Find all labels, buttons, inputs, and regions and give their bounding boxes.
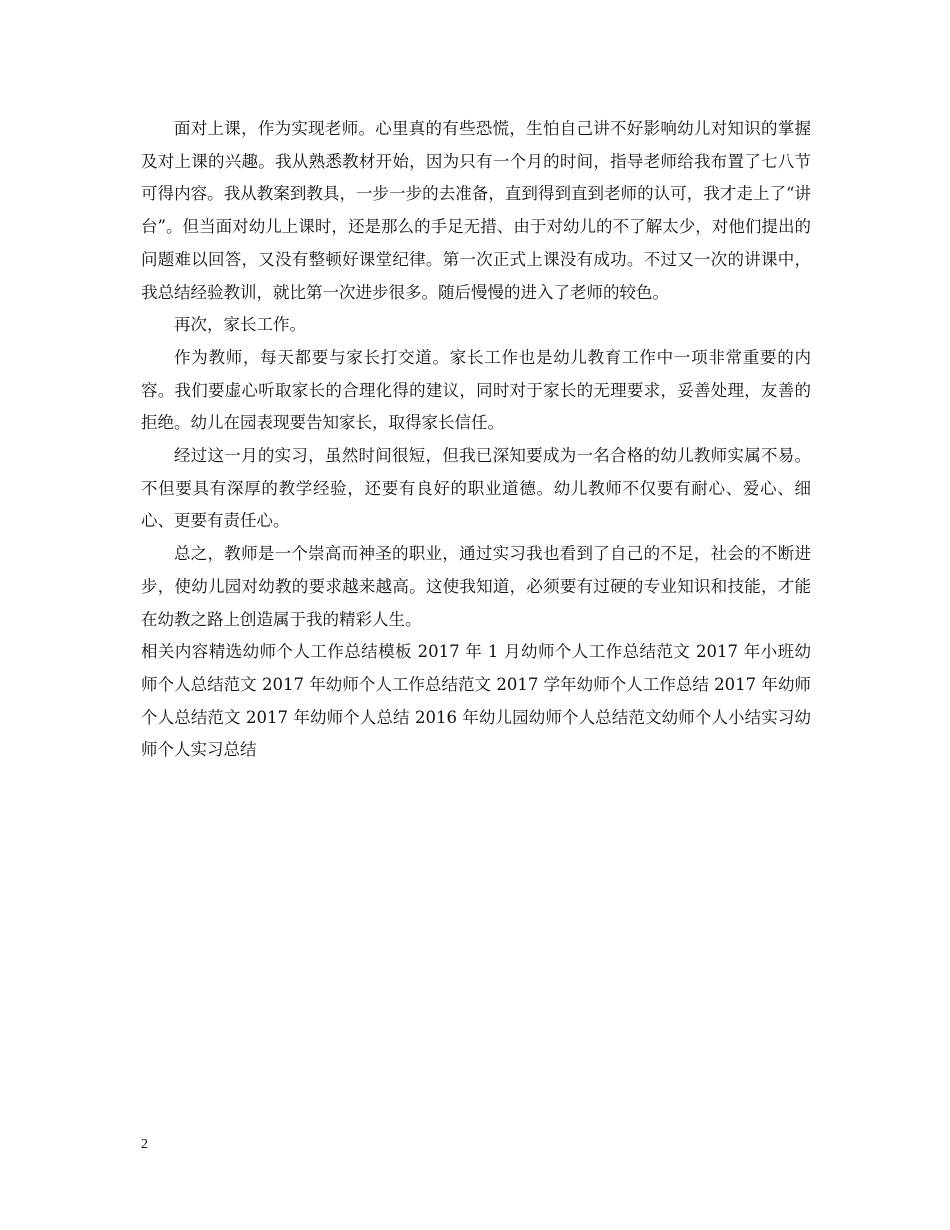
paragraph-teaching: 面对上课，作为实现老师。心里真的有些恐慌，生怕自己讲不好影响幼儿对知识的掌握及对上课的兴趣。我从熟悉教材开始，因为只有一个月的时间，指导老师给我布置了七八节可得内容。我从教案到教具，一步一步的去准备，直到得到直到老师的认可，我才走上了“讲台”。但当面对幼儿上课时，还是那么的手足无措、由于对幼儿的不了解太少，对他们提出的问题难以回答，又没有整顿好课堂纪律。第一次正式上课没有成功。不过又一次的讲课中，我总结经验教训，就比第一次进步很多。随后慢慢的进入了老师的较色。 <box>141 119 811 302</box>
page-number: 2 <box>141 1137 148 1152</box>
related-content: 相关内容精选幼师个人工作总结模板 2017 年 1 月幼师个人工作总结范文 2017 年小班幼师个人总结范文 2017 年幼师个人工作总结范文 2017 学年幼师个人工作总结 2017 年幼师个人总结范文 2017 年幼师个人总结 2016 年幼儿园幼师个人总结范文幼师个人小结实习幼师个人实习总结 <box>141 642 811 760</box>
paragraph-parent-work-heading: 再次，家长工作。 <box>174 315 306 335</box>
paragraph-parent-work: 作为教师，每天都要与家长打交道。家长工作也是幼儿教育工作中一项非常重要的内容。我们要虚心听取家长的合理化得的建议，同时对于家长的无理要求，妥善处理，友善的拒绝。幼儿在园表现要告知家长，取得家长信任。 <box>141 347 811 433</box>
document-body <box>141 113 811 767</box>
paragraph-conclusion: 总之，教师是一个崇高而神圣的职业，通过实习我也看到了自己的不足，社会的不断进步，使幼儿园对幼教的要求越来越高。这使我知道，必须要有过硬的专业知识和技能，才能在幼教之路上创造属于我的精彩人生。 <box>141 544 811 629</box>
paragraph-internship-reflection: 经过这一月的实习，虽然时间很短，但我已深知要成为一名合格的幼儿教师实属不易。不但要具有深厚的教学经验，还要有良好的职业道德。幼儿教师不仅要有耐心、爱心、细心、更要有责任心。 <box>141 446 811 531</box>
